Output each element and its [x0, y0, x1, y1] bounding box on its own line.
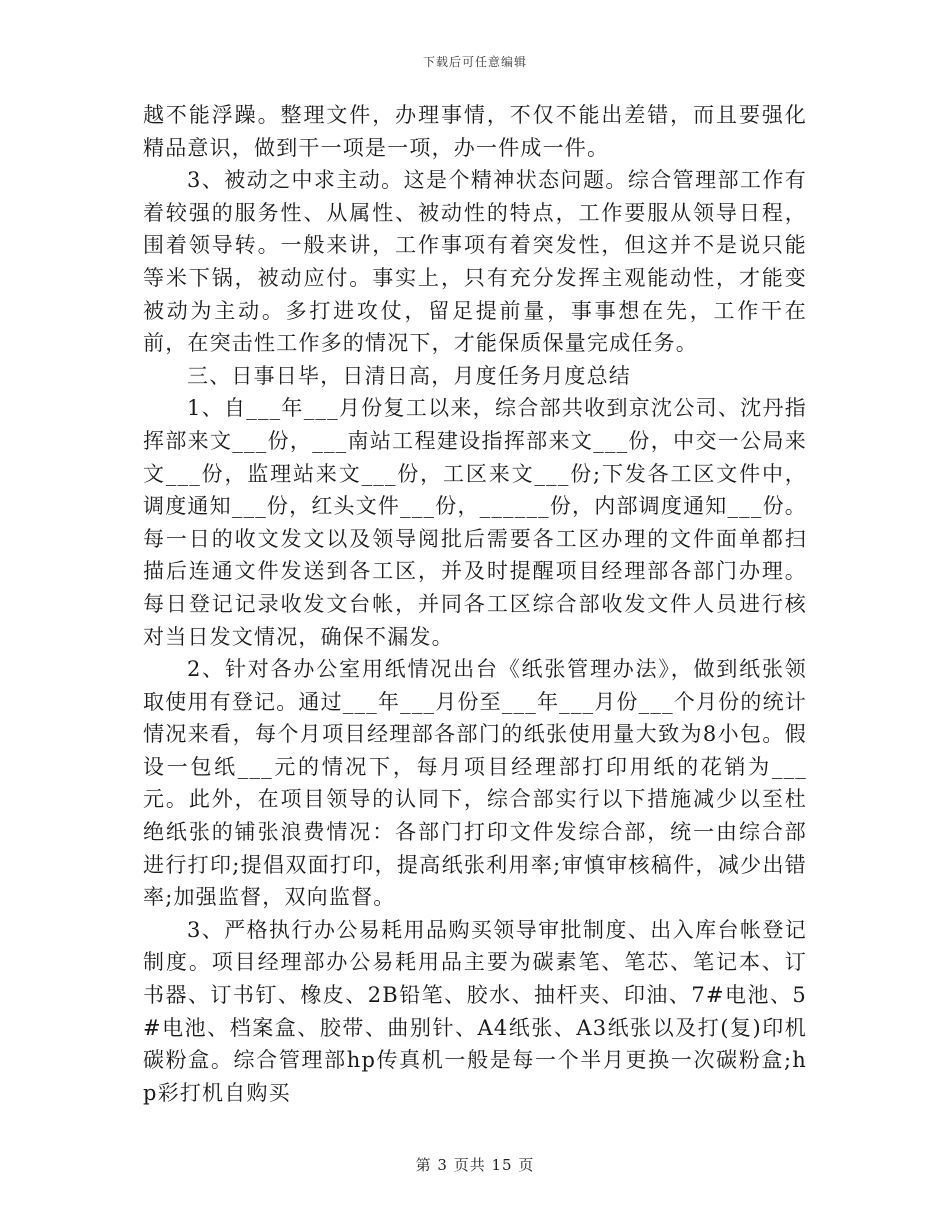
paragraph-passive-initiative: 3、被动之中求主动。这是个精神状态问题。综合管理部工作有着较强的服务性、从属性、被动性的特点，工作要服从领导日程，围着领导转。一般来讲，工作事项有着突发性，但这并不是说只能等米下锅，被动应付。事实上，只有充分发挥主观能动性，才能变被动为主动。多打进攻仗，留足提前量，事事想在先，工作干在前，在突击性工作多的情况下，才能保质保量完成任务。 — [143, 168, 807, 356]
page-header-note: 下载后可任意编辑 — [422, 55, 527, 69]
section-heading-three: 三、日事日毕，日清日高，月度任务月度总结 — [187, 363, 631, 388]
paragraph-continuation: 越不能浮躁。整理文件，办理事情，不仅不能出差错，而且要强化精品意识，做到干一项是一项，办一件成一件。 — [143, 103, 807, 160]
page-number: 第 3 页共 15 页 — [415, 1156, 535, 1174]
document-body — [143, 99, 807, 1109]
paragraph-office-supplies: 3、严格执行办公易耗用品购买领导审批制度、出入库台帐登记制度。项目经理部办公易耗用品主要为碳素笔、笔芯、笔记本、订书器、订书钉、橡皮、2B铅笔、胶水、抽杆夹、印油、7#电池、5#电池、档案盒、胶带、曲别针、A4纸张、A3纸张以及打(复)印机碳粉盒。综合管理部hp传真机一般是每一个半月更换一次碳粉盒;hp彩打机自购买 — [143, 917, 807, 1105]
paragraph-paper-management: 2、针对各办公室用纸情况出台《纸张管理办法》，做到纸张领取使用有登记。通过___年___月份至___年___月份___个月份的统计情况来看，每个月项目经理部各部门的纸张使用量大致为8小包。假设一包纸___元的情况下，每月项目经理部打印用纸的花销为___元。此外，在项目领导的认同下，综合部实行以下措施减少以至杜绝纸张的铺张浪费情况：各部门打印文件发综合部，统一由综合部进行打印;提倡双面打印，提高纸张利用率;审慎审核稿件，减少出错率;加强监督，双向监督。 — [143, 657, 807, 910]
paragraph-document-stats: 1、自___年___月份复工以来，综合部共收到京沈公司、沈丹指挥部来文___份，___南站工程建设指挥部来文___份，中交一公局来文___份，监理站来文___份，工区来文___份;下发各工区文件中，调度通知___份，红头文件___份，______份，内部调度通知___份。每一日的收文发文以及领导阅批后需要各工区办理的文件面单都扫描后连通文件发送到各工区，并及时提醒项目经理部各部门办理。每日登记记录收发文台帐，并同各工区综合部收发文件人员进行核对当日发文情况，确保不漏发。 — [143, 396, 807, 649]
